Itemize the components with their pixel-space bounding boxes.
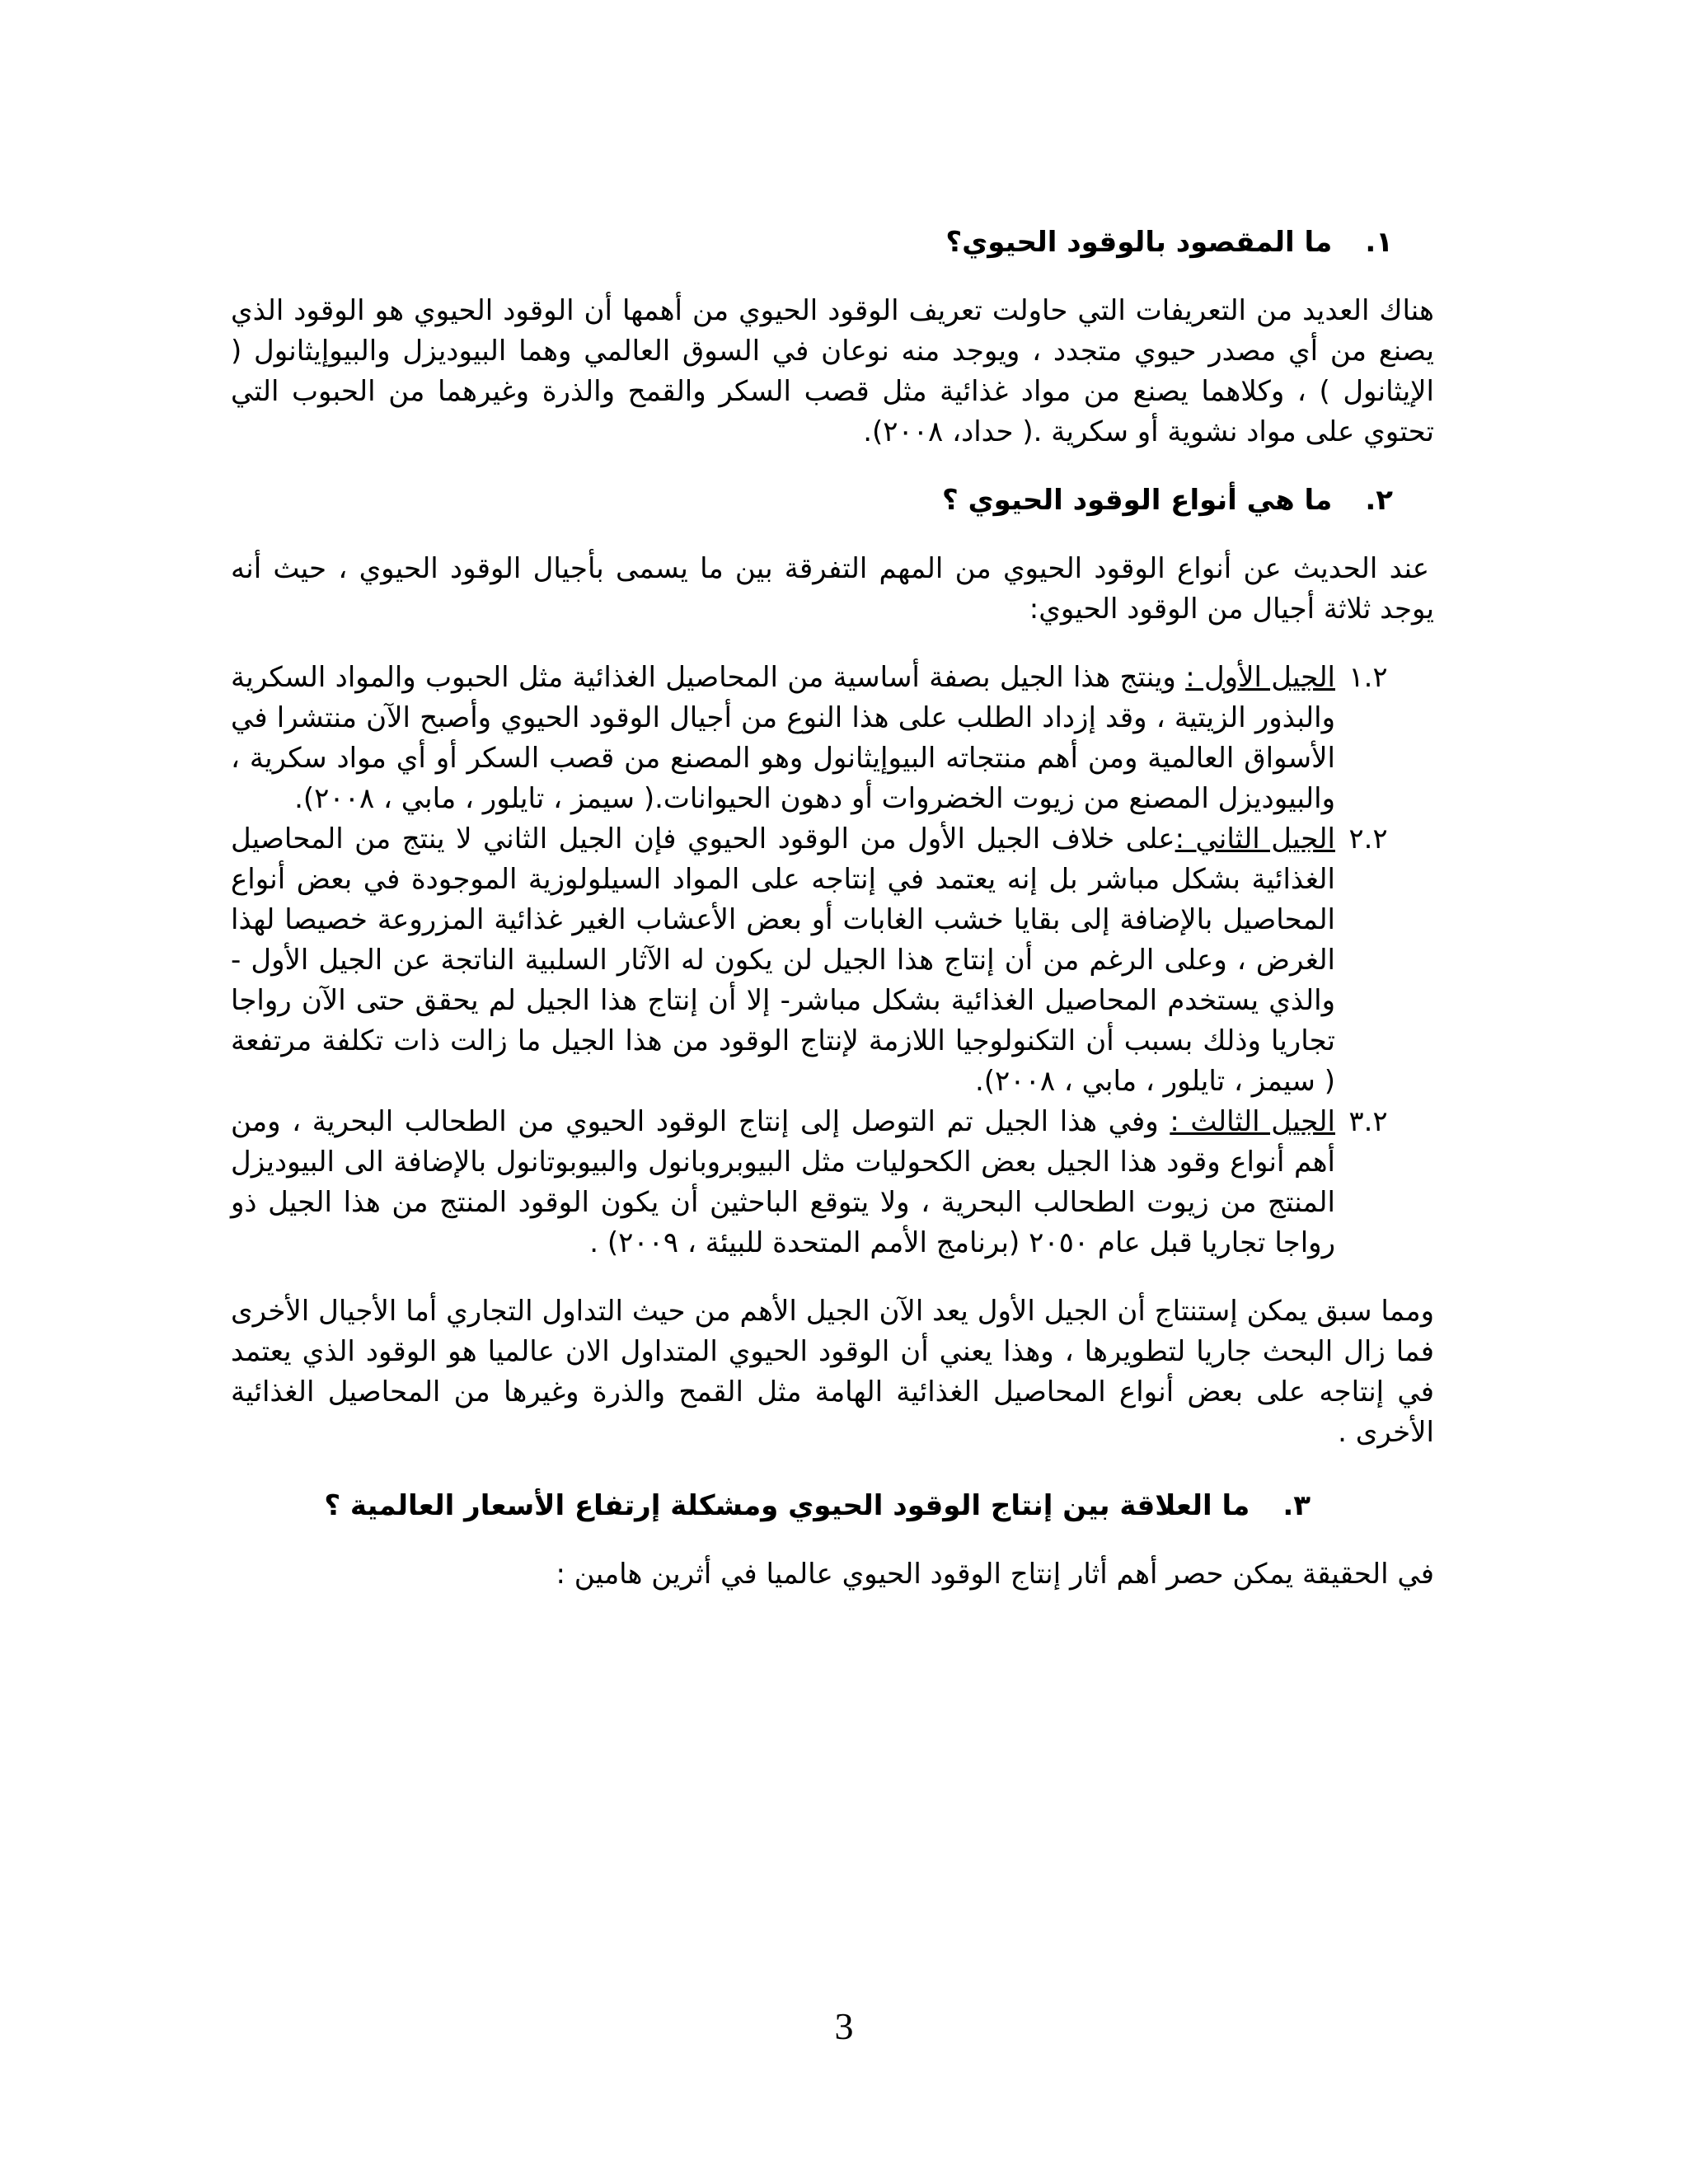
list-item-body: وينتج هذا الجيل بصفة أساسية من المحاصيل الغذائية مثل الحبوب والمواد السكرية والبذور الزيتية ، وقد إزداد الطلب على هذا النوع من أجيال الوقود الحيوي وأصبح الآن منتشرا في الأسواق العالمية ومن أهم منتجاته البيوإيثانول وهو المصنع من قصب السكر أو أي مواد سكرية ، والبيوديزل المصنع من زيوت الخضروات أو دهون الحيوانات.( سيمز ، تايلور ، مابي ، ٢٠٠٨).	[231, 661, 1335, 815]
section-3-paragraph: في الحقيقة يمكن حصر أهم أثار إنتاج الوقود الحيوي عالميا في أثرين هامين :	[556, 1558, 1434, 1591]
list-item-label: الجيل الثاني :	[1175, 823, 1335, 855]
section-1-paragraph: هناك العديد من التعريفات التي حاولت تعريف الوقود الحيوي من أهمها أن الوقود الحيوي هو الوقود الذي يصنع من أي مصدر حيوي متجدد ، ويوجد منه نوعان في السوق العالمي وهما البيوديزل والبيوإيثانول ( الإيثانول ) ، وكلاهما يصنع من مواد غذائية مثل قصب السكر والقمح والذرة وغيرهما من الحبوب التي تحتوي على مواد نشوية أو سكرية .( حداد، ٢٠٠٨).	[231, 294, 1434, 448]
list-item-number: ٢.٢	[1348, 823, 1388, 855]
list-item-number: ١.٢	[1348, 661, 1388, 694]
section-2-heading	[231, 480, 1393, 521]
section-2-conclusion: ومما سبق يمكن إستنتاج أن الجيل الأول يعد الآن الجيل الأهم من حيث التداول التجاري أما الأجيال الأخرى فما زال البحث جاريا لتطويرها ، وهذا يعني أن الوقود الحيوي المتداول الان عالميا هو الوقود الذي يعتمد في إنتاجه على بعض أنواع المحاصيل الغذائية الهامة مثل القمح والذرة وغيرها من المحاصيل الغذائية الأخرى .	[231, 1295, 1434, 1449]
section-2-number: ٢.	[1365, 484, 1393, 517]
section-2-intro: عند الحديث عن أنواع الوقود الحيوي من المهم التفرقة بين ما يسمى بأجيال الوقود الحيوي ، حيث أنه يوجد ثلاثة أجيال من الوقود الحيوي:	[231, 552, 1434, 626]
page-number: 3	[834, 2005, 854, 2047]
list-item-text	[231, 819, 1335, 1102]
section-1-number: ١.	[1365, 226, 1393, 259]
list-item-third-generation	[231, 1102, 1434, 1263]
section-1-title: ما المقصود بالوقود الحيوي؟	[945, 226, 1333, 259]
section-3-heading	[231, 1486, 1311, 1526]
page-content	[231, 223, 1434, 1595]
section-2-title: ما هي أنواع الوقود الحيوي ؟	[941, 484, 1333, 517]
list-item-number: ٣.٢	[1348, 1105, 1388, 1138]
list-item-label: الجيل الثالث :	[1170, 1105, 1335, 1138]
generations-list	[231, 658, 1434, 1263]
list-item-text	[231, 658, 1335, 819]
list-item-second-generation	[231, 819, 1434, 1102]
list-item-first-generation	[231, 658, 1434, 819]
list-item-text	[231, 1102, 1335, 1263]
section-3-number: ٣.	[1282, 1489, 1311, 1522]
list-item-body: وفي هذا الجيل تم التوصل إلى إنتاج الوقود الحيوي من الطحالب البحرية ، ومن أهم أنواع وقود هذا الجيل بعض الكحوليات مثل البيوبروبانول والبيوبوتانول بالإضافة الى البيوديزل المنتج من زيوت الطحالب البحرية ، ولا يتوقع الباحثين أن يكون الوقود المنتج من هذا الجيل ذو رواجا تجاريا قبل عام ٢٠٥٠ (برنامج الأمم المتحدة للبيئة ، ٢٠٠٩) .	[231, 1105, 1335, 1259]
list-item-label: الجيل الأول :	[1185, 661, 1335, 694]
section-1-heading	[231, 223, 1393, 263]
section-3-title: ما العلاقة بين إنتاج الوقود الحيوي ومشكلة إرتفاع الأسعار العالمية ؟	[324, 1489, 1250, 1522]
list-item-body: على خلاف الجيل الأول من الوقود الحيوي فإن الجيل الثاني لا ينتج من المحاصيل الغذائية بشكل مباشر بل إنه يعتمد في إنتاجه على المواد السيلولوزية الموجودة في بعض أنواع المحاصيل بالإضافة إلى بقايا خشب الغابات أو بعض الأعشاب الغير غذائية المزروعة خصيصا لهذا الغرض ، وعلى الرغم من أن إنتاج هذا الجيل لن يكون له الآثار السلبية الناتجة عن الجيل الأول - والذي يستخدم المحاصيل الغذائية بشكل مباشر- إلا أن إنتاج هذا الجيل لم يحقق حتى الآن رواجا تجاريا وذلك بسبب أن التكنولوجيا اللازمة لإنتاج الوقود من هذا الجيل ما زالت ذات تكلفة مرتفعة ( سيمز ، تايلور ، مابي ، ٢٠٠٨).	[231, 823, 1335, 1098]
